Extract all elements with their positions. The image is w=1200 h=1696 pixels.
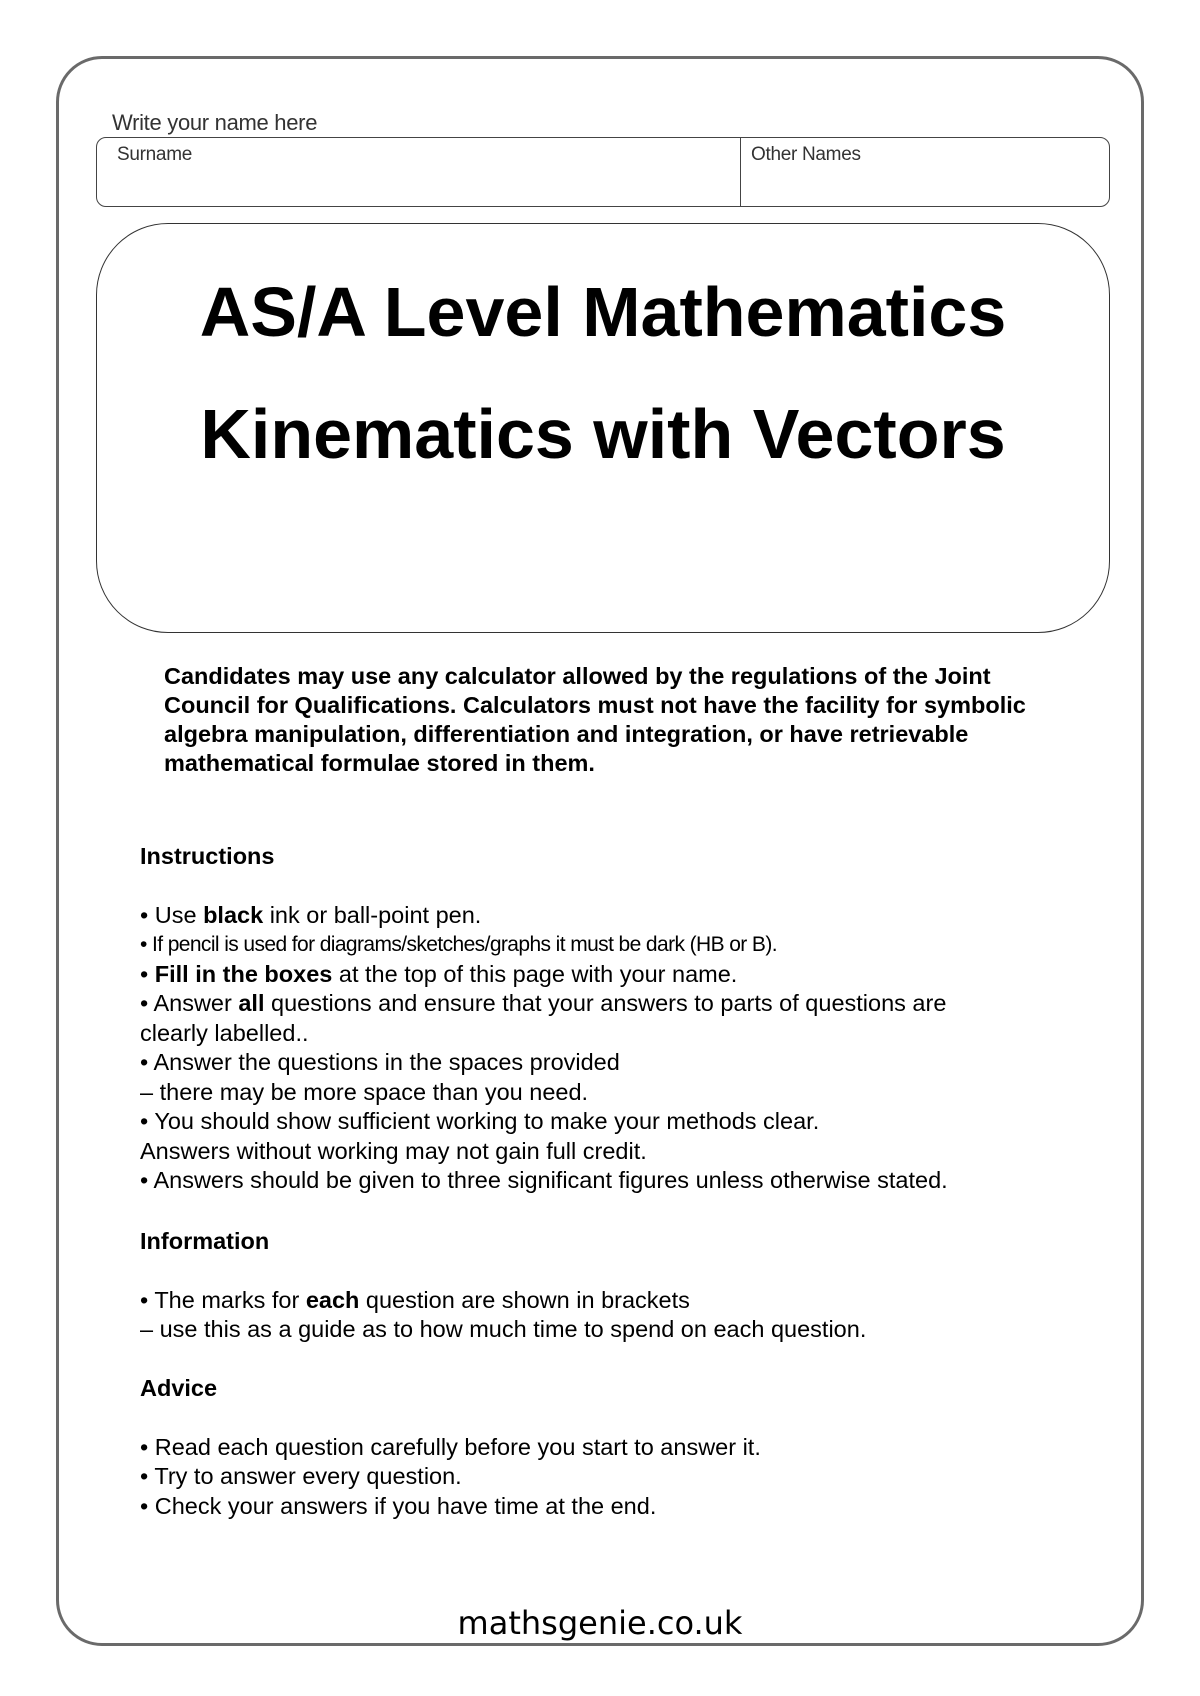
information-item-continued: – use this as a guide as to how much time to spend on each question.: [140, 1316, 867, 1342]
advice-item: • Check your answers if you have time at the end.: [140, 1492, 657, 1519]
instruction-item-continued: – there may be more space than you need.: [140, 1078, 589, 1105]
name-box: [96, 137, 1110, 207]
advice-heading: Advice: [140, 1375, 218, 1401]
instruction-item: • You should show sufficient working to make your methods clear.: [140, 1108, 820, 1134]
footer-website: mathsgenie.co.uk: [457, 1604, 743, 1642]
information-item: • The marks for each question are shown in brackets: [140, 1286, 690, 1313]
title-line-1: AS/A Level Mathematics: [199, 273, 1007, 351]
title-line-2: Kinematics with Vectors: [200, 395, 1006, 473]
name-caption: Write your name here: [112, 110, 318, 135]
instructions-list: [140, 901, 1100, 1196]
information-section: [140, 1227, 1100, 1345]
instruction-item: • Answers should be given to three significant figures unless otherwise stated.: [140, 1167, 948, 1193]
other-names-label: Other Names: [751, 144, 861, 165]
calculator-notice: Candidates may use any calculator allowed by the regulations of the Joint Council for Qualifications. Calculators must not have the facility for symbolic algebra manipulation, differentiation and integration, or have retrievable mathematical formulae stored in them.: [164, 663, 1026, 776]
instruction-item: • Answer all questions and ensure that your answers to parts of questions are: [140, 990, 947, 1016]
instructions-section: [140, 842, 1100, 1196]
instruction-item: • Fill in the boxes at the top of this page with your name.: [140, 960, 738, 987]
advice-list: [140, 1433, 1100, 1522]
advice-item: • Read each question carefully before you start to answer it.: [140, 1433, 761, 1460]
advice-item: • Try to answer every question.: [140, 1463, 462, 1489]
surname-field[interactable]: [97, 138, 741, 206]
other-names-field[interactable]: [741, 138, 1109, 206]
instruction-item-continued: clearly labelled..: [140, 1019, 309, 1046]
information-list: [140, 1286, 1100, 1345]
instruction-item: • Use black ink or ball-point pen.: [140, 901, 482, 928]
instruction-item: • Answer the questions in the spaces provided: [140, 1049, 620, 1075]
advice-section: [140, 1374, 1100, 1521]
title-box: [96, 223, 1110, 633]
instruction-item-continued: Answers without working may not gain full credit.: [140, 1137, 647, 1164]
instruction-item: • If pencil is used for diagrams/sketches/graphs it must be dark (HB or B).: [140, 933, 777, 956]
information-heading: Information: [140, 1228, 270, 1254]
surname-label: Surname: [117, 144, 192, 165]
instructions-heading: Instructions: [140, 843, 275, 869]
